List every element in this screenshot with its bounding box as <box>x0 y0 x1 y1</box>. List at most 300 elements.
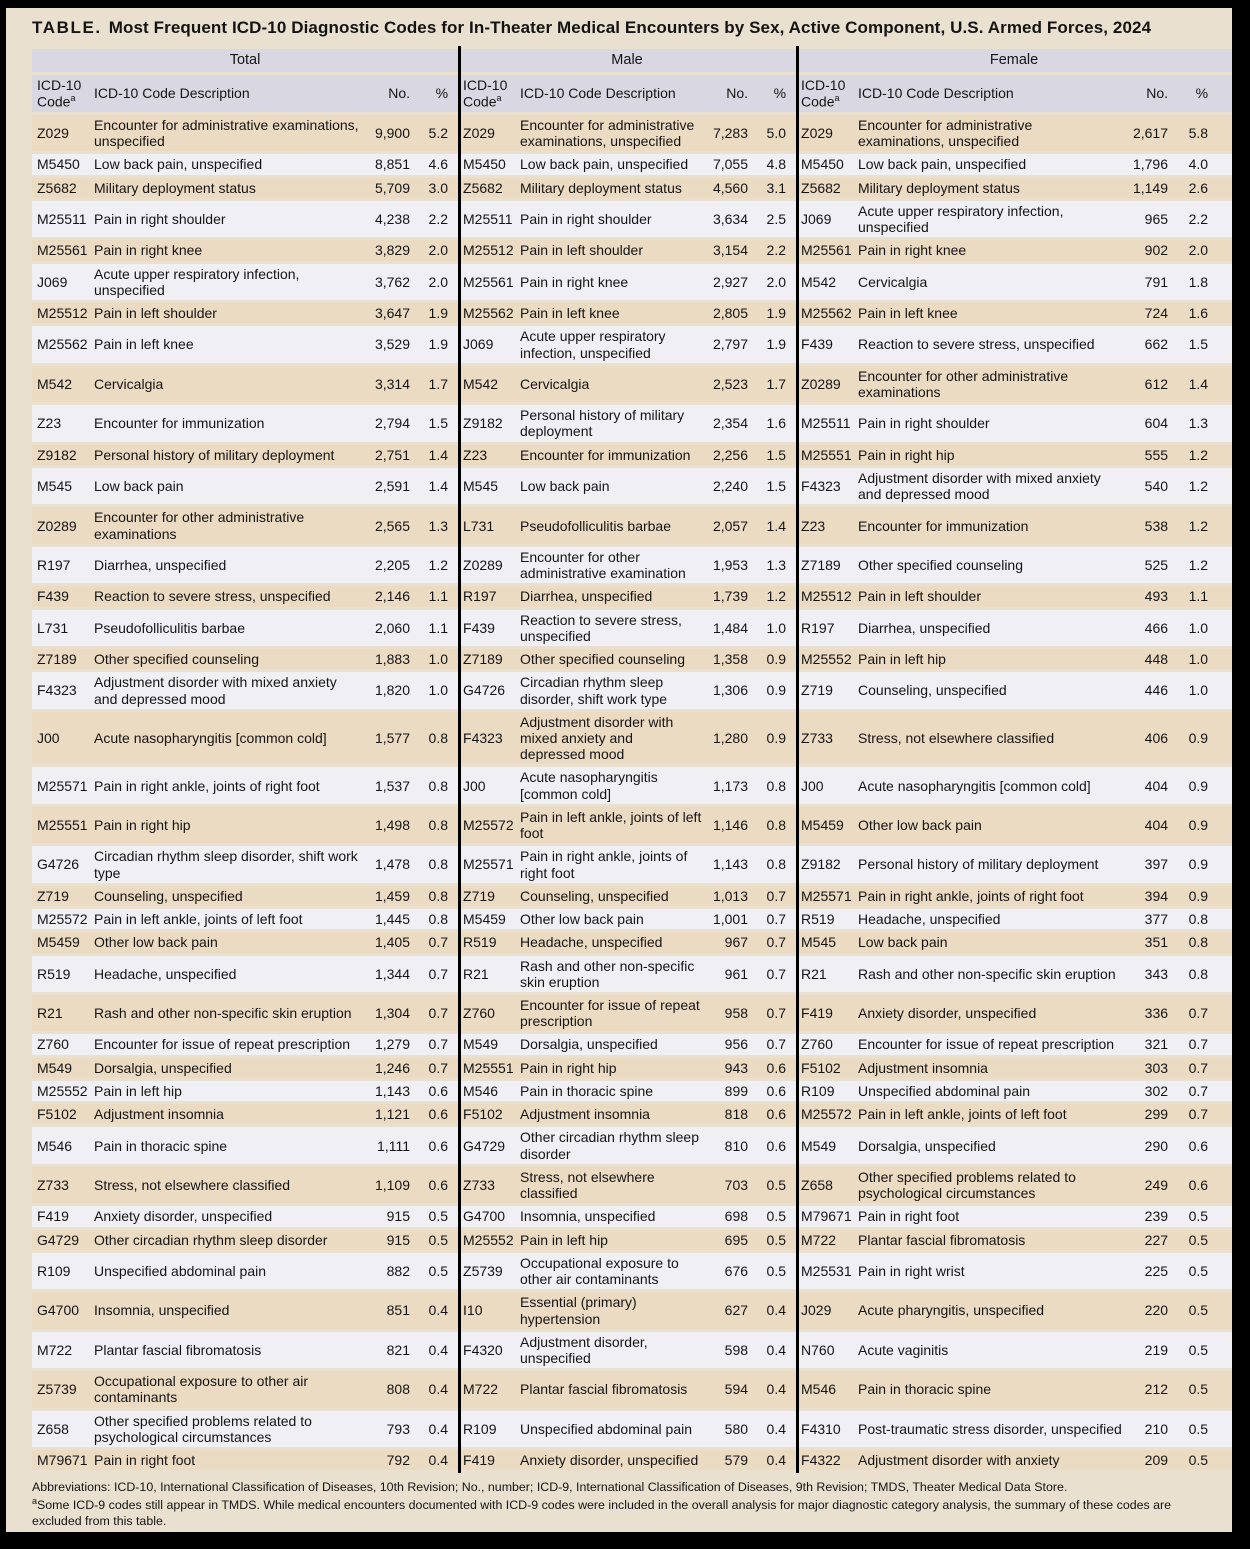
code-cell: M5450 <box>458 154 520 174</box>
code-cell: Z23 <box>458 445 520 465</box>
description-cell: Other low back pain <box>94 932 366 952</box>
percent-cell: 0.4 <box>756 1371 796 1407</box>
code-cell: M25562 <box>32 326 94 362</box>
percent-cell: 0.7 <box>756 932 796 952</box>
description-cell: Adjustment disorder with mixed anxiety and depressed mood <box>858 468 1126 504</box>
percent-cell: 0.4 <box>756 1332 796 1368</box>
code-cell: M549 <box>458 1034 520 1054</box>
count-cell: 915 <box>366 1206 418 1226</box>
count-cell: 2,146 <box>366 586 418 606</box>
count-cell: 810 <box>706 1127 756 1163</box>
percent-cell: 1.0 <box>1178 672 1232 708</box>
percent-cell: 0.7 <box>756 995 796 1031</box>
count-cell: 377 <box>1126 909 1178 929</box>
percent-cell: 1.0 <box>756 610 796 646</box>
footnotes <box>32 1479 1222 1529</box>
count-cell: 1,498 <box>366 807 418 843</box>
count-cell: 1,109 <box>366 1167 418 1203</box>
percent-cell: 0.5 <box>756 1230 796 1250</box>
description-cell: Other low back pain <box>520 909 706 929</box>
percent-cell: 0.5 <box>1178 1206 1232 1226</box>
percent-cell: 0.5 <box>756 1253 796 1289</box>
percent-cell: 0.9 <box>756 672 796 708</box>
code-cell: M549 <box>32 1058 94 1078</box>
count-cell: 302 <box>1126 1081 1178 1101</box>
table-row <box>32 1230 1232 1250</box>
code-cell: Z5739 <box>32 1371 94 1407</box>
code-cell: Z5682 <box>32 178 94 198</box>
code-cell: R21 <box>458 956 520 992</box>
percent-cell: 1.0 <box>1178 610 1232 646</box>
code-cell: M545 <box>32 468 94 504</box>
table-row <box>32 712 1232 765</box>
code-cell: Z760 <box>458 995 520 1031</box>
count-cell: 397 <box>1126 846 1178 882</box>
description-cell: Pain in right foot <box>858 1206 1126 1226</box>
code-cell: M25511 <box>796 405 858 441</box>
description-cell: Acute nasopharyngitis [common cold] <box>858 767 1126 803</box>
count-cell: 676 <box>706 1253 756 1289</box>
percent-cell: 0.4 <box>756 1292 796 1328</box>
percent-cell: 0.8 <box>418 846 458 882</box>
percent-cell: 0.5 <box>756 1206 796 1226</box>
table-row <box>32 886 1232 906</box>
code-cell: M25562 <box>796 303 858 323</box>
code-cell: M25551 <box>458 1058 520 1078</box>
code-cell: Z7189 <box>458 649 520 669</box>
count-cell: 792 <box>366 1450 418 1470</box>
code-cell: Z658 <box>796 1167 858 1203</box>
code-cell: M542 <box>796 264 858 300</box>
border-top <box>0 0 1250 8</box>
code-cell: Z719 <box>458 886 520 906</box>
count-cell: 336 <box>1126 995 1178 1031</box>
description-cell: Personal history of military deployment <box>94 445 366 465</box>
description-cell: Plantar fascial fibromatosis <box>520 1371 706 1407</box>
table-row <box>32 154 1232 174</box>
code-cell: Z9182 <box>458 405 520 441</box>
table-row <box>32 115 1232 151</box>
description-cell: Other low back pain <box>858 807 1126 843</box>
percent-cell: 1.4 <box>418 468 458 504</box>
percent-cell: 0.8 <box>418 909 458 929</box>
table-row <box>32 807 1232 843</box>
count-cell: 209 <box>1126 1450 1178 1470</box>
percent-cell: 0.9 <box>1178 886 1232 906</box>
count-cell: 965 <box>1126 201 1178 237</box>
description-cell: Adjustment disorder, unspecified <box>520 1332 706 1368</box>
table-row <box>32 1411 1232 1447</box>
percent-cell: 1.2 <box>418 547 458 583</box>
count-cell: 5,709 <box>366 178 418 198</box>
description-cell: Adjustment insomnia <box>520 1104 706 1124</box>
percent-cell: 0.4 <box>756 1450 796 1470</box>
percent-cell: 3.0 <box>418 178 458 198</box>
count-cell: 1,358 <box>706 649 756 669</box>
count-cell: 239 <box>1126 1206 1178 1226</box>
description-cell: Other specified counseling <box>94 649 366 669</box>
count-cell: 2,805 <box>706 303 756 323</box>
table-row <box>32 1332 1232 1368</box>
description-cell: Dorsalgia, unspecified <box>520 1034 706 1054</box>
description-cell: Military deployment status <box>94 178 366 198</box>
col-header-code: ICD-10 Code$^a$ <box>32 75 94 112</box>
code-cell: J069 <box>32 264 94 300</box>
page <box>6 8 1232 1532</box>
col-header-number: No. <box>366 75 418 112</box>
percent-cell: 1.2 <box>1178 507 1232 543</box>
code-cell: M25512 <box>32 303 94 323</box>
table-row <box>32 672 1232 708</box>
table-row <box>32 1104 1232 1124</box>
code-cell: M25572 <box>458 807 520 843</box>
count-cell: 1,577 <box>366 712 418 765</box>
code-cell: F4322 <box>796 1450 858 1470</box>
percent-cell: 0.5 <box>1178 1253 1232 1289</box>
table-caption <box>32 18 1232 38</box>
percent-cell: 0.9 <box>756 712 796 765</box>
description-cell: Other specified problems related to psychological circumstances <box>94 1411 366 1447</box>
percent-cell: 0.8 <box>1178 909 1232 929</box>
description-cell: Essential (primary) hypertension <box>520 1292 706 1328</box>
percent-cell: 0.5 <box>1178 1411 1232 1447</box>
description-cell: Personal history of military deployment <box>520 405 706 441</box>
percent-cell: 0.6 <box>756 1081 796 1101</box>
description-cell: Encounter for administrative examinations, unspecified <box>94 115 366 151</box>
description-cell: Pain in right hip <box>520 1058 706 1078</box>
percent-cell: 2.5 <box>756 201 796 237</box>
percent-cell: 0.7 <box>418 1034 458 1054</box>
code-cell: Z719 <box>796 672 858 708</box>
description-cell: Anxiety disorder, unspecified <box>858 995 1126 1031</box>
count-cell: 2,256 <box>706 445 756 465</box>
percent-cell: 0.7 <box>1178 1034 1232 1054</box>
description-cell: Stress, not elsewhere classified <box>94 1167 366 1203</box>
percent-cell: 0.7 <box>418 932 458 952</box>
code-cell: M25551 <box>796 445 858 465</box>
table-row <box>32 303 1232 323</box>
count-cell: 2,927 <box>706 264 756 300</box>
code-cell: R197 <box>32 547 94 583</box>
table-row <box>32 1127 1232 1163</box>
code-cell: R197 <box>458 586 520 606</box>
description-cell: Pain in left knee <box>858 303 1126 323</box>
code-cell: M5459 <box>32 932 94 952</box>
percent-cell: 0.5 <box>1178 1292 1232 1328</box>
percent-cell: 2.2 <box>1178 201 1232 237</box>
percent-cell: 1.1 <box>418 586 458 606</box>
description-cell: Anxiety disorder, unspecified <box>520 1450 706 1470</box>
percent-cell: 1.7 <box>756 366 796 402</box>
percent-cell: 5.2 <box>418 115 458 151</box>
description-cell: Low back pain <box>94 468 366 504</box>
count-cell: 612 <box>1126 366 1178 402</box>
percent-cell: 0.8 <box>1178 932 1232 952</box>
code-cell: F4323 <box>458 712 520 765</box>
code-cell: Z029 <box>32 115 94 151</box>
count-cell: 724 <box>1126 303 1178 323</box>
description-cell: Adjustment insomnia <box>94 1104 366 1124</box>
percent-cell: 0.4 <box>418 1411 458 1447</box>
code-cell: Z760 <box>32 1034 94 1054</box>
description-cell: Military deployment status <box>858 178 1126 198</box>
percent-cell: 0.6 <box>418 1104 458 1124</box>
table-row <box>32 264 1232 300</box>
description-cell: Pain in thoracic spine <box>520 1081 706 1101</box>
description-cell: Headache, unspecified <box>520 932 706 952</box>
table-row <box>32 507 1232 543</box>
percent-cell: 0.9 <box>1178 807 1232 843</box>
count-cell: 2,060 <box>366 610 418 646</box>
percent-cell: 1.3 <box>418 507 458 543</box>
code-cell: M542 <box>458 366 520 402</box>
description-cell: Occupational exposure to other air contaminants <box>520 1253 706 1289</box>
count-cell: 3,762 <box>366 264 418 300</box>
description-cell: Pain in right hip <box>94 807 366 843</box>
count-cell: 2,794 <box>366 405 418 441</box>
count-cell: 3,154 <box>706 240 756 260</box>
count-cell: 2,751 <box>366 445 418 465</box>
percent-cell: 1.1 <box>1178 586 1232 606</box>
percent-cell: 4.0 <box>1178 154 1232 174</box>
percent-cell: 0.5 <box>1178 1332 1232 1368</box>
code-cell: M25571 <box>796 886 858 906</box>
code-cell: Z23 <box>796 507 858 543</box>
code-cell: M5459 <box>458 909 520 929</box>
percent-cell: 1.9 <box>418 303 458 323</box>
code-cell: M5450 <box>32 154 94 174</box>
code-cell: F4320 <box>458 1332 520 1368</box>
count-cell: 1,405 <box>366 932 418 952</box>
description-cell: Plantar fascial fibromatosis <box>94 1332 366 1368</box>
percent-cell: 1.0 <box>418 649 458 669</box>
description-cell: Rash and other non-specific skin eruption <box>858 956 1126 992</box>
code-cell: Z7189 <box>796 547 858 583</box>
code-cell: F439 <box>458 610 520 646</box>
code-cell: Z0289 <box>458 547 520 583</box>
count-cell: 1,149 <box>1126 178 1178 198</box>
description-cell: Counseling, unspecified <box>520 886 706 906</box>
count-cell: 210 <box>1126 1411 1178 1447</box>
count-cell: 1,013 <box>706 886 756 906</box>
code-cell: M542 <box>32 366 94 402</box>
percent-cell: 0.7 <box>756 886 796 906</box>
count-cell: 3,647 <box>366 303 418 323</box>
count-cell: 3,829 <box>366 240 418 260</box>
table-wrapper <box>6 46 1232 1473</box>
code-cell: J029 <box>796 1292 858 1328</box>
table-row <box>32 405 1232 441</box>
code-cell: Z23 <box>32 405 94 441</box>
table-row <box>32 1167 1232 1203</box>
percent-cell: 0.4 <box>418 1292 458 1328</box>
code-cell: M25512 <box>796 586 858 606</box>
description-cell: Insomnia, unspecified <box>94 1292 366 1328</box>
table-row <box>32 240 1232 260</box>
description-cell: Diarrhea, unspecified <box>858 610 1126 646</box>
count-cell: 493 <box>1126 586 1178 606</box>
code-cell: L731 <box>458 507 520 543</box>
col-header-number: No. <box>706 75 756 112</box>
description-cell: Pseudofolliculitis barbae <box>94 610 366 646</box>
count-cell: 343 <box>1126 956 1178 992</box>
code-cell: Z719 <box>32 886 94 906</box>
percent-cell: 0.7 <box>418 995 458 1031</box>
percent-cell: 2.0 <box>418 264 458 300</box>
percent-cell: 1.4 <box>418 445 458 465</box>
percent-cell: 0.6 <box>418 1081 458 1101</box>
description-cell: Circadian rhythm sleep disorder, shift work type <box>520 672 706 708</box>
group-header-female: Female <box>796 49 1232 72</box>
description-cell: Pain in left ankle, joints of left foot <box>858 1104 1126 1124</box>
description-cell: Pain in thoracic spine <box>858 1371 1126 1407</box>
count-cell: 290 <box>1126 1127 1178 1163</box>
percent-cell: 2.2 <box>418 201 458 237</box>
percent-cell: 0.6 <box>756 1104 796 1124</box>
code-cell: M5459 <box>796 807 858 843</box>
code-cell: M545 <box>458 468 520 504</box>
count-cell: 448 <box>1126 649 1178 669</box>
description-cell: Adjustment disorder with mixed anxiety and depressed mood <box>94 672 366 708</box>
percent-cell: 0.7 <box>1178 1104 1232 1124</box>
code-cell: F5102 <box>458 1104 520 1124</box>
description-cell: Low back pain, unspecified <box>94 154 366 174</box>
code-cell: M25571 <box>32 767 94 803</box>
percent-cell: 1.1 <box>418 610 458 646</box>
count-cell: 227 <box>1126 1230 1178 1250</box>
table-row <box>32 1292 1232 1328</box>
description-cell: Acute pharyngitis, unspecified <box>858 1292 1126 1328</box>
count-cell: 299 <box>1126 1104 1178 1124</box>
count-cell: 851 <box>366 1292 418 1328</box>
border-bottom <box>0 1532 1250 1549</box>
description-cell: Encounter for other administrative examinations <box>858 366 1126 402</box>
count-cell: 698 <box>706 1206 756 1226</box>
description-cell: Pain in right shoulder <box>858 405 1126 441</box>
code-cell: R519 <box>796 909 858 929</box>
percent-cell: 0.4 <box>418 1371 458 1407</box>
code-cell: F4323 <box>32 672 94 708</box>
count-cell: 7,055 <box>706 154 756 174</box>
table-row <box>32 201 1232 237</box>
code-cell: Z5739 <box>458 1253 520 1289</box>
col-header-description: ICD-10 Code Description <box>858 75 1126 112</box>
description-cell: Pain in left shoulder <box>94 303 366 323</box>
description-cell: Reaction to severe stress, unspecified <box>858 326 1126 362</box>
code-cell: J00 <box>796 767 858 803</box>
icd10-table <box>32 46 1232 1473</box>
table-row <box>32 995 1232 1031</box>
description-cell: Acute nasopharyngitis [common cold] <box>94 712 366 765</box>
description-cell: Pain in right ankle, joints of right foot <box>858 886 1126 906</box>
code-cell: F5102 <box>796 1058 858 1078</box>
table-row <box>32 1371 1232 1407</box>
code-cell: F4310 <box>796 1411 858 1447</box>
count-cell: 219 <box>1126 1332 1178 1368</box>
description-cell: Cervicalgia <box>94 366 366 402</box>
description-cell: Encounter for administrative examinations, unspecified <box>858 115 1126 151</box>
description-cell: Pain in right shoulder <box>94 201 366 237</box>
code-cell: M25551 <box>32 807 94 843</box>
section-divider-total-male <box>458 46 461 1473</box>
percent-cell: 1.8 <box>1178 264 1232 300</box>
count-cell: 958 <box>706 995 756 1031</box>
count-cell: 1,796 <box>1126 154 1178 174</box>
code-cell: M25561 <box>796 240 858 260</box>
border-right <box>1232 0 1250 1549</box>
col-header-code: ICD-10 Code$^a$ <box>796 75 858 112</box>
code-cell: R109 <box>458 1411 520 1447</box>
code-cell: J00 <box>458 767 520 803</box>
count-cell: 882 <box>366 1253 418 1289</box>
code-cell: M25561 <box>458 264 520 300</box>
description-cell: Pain in thoracic spine <box>94 1127 366 1163</box>
count-cell: 1,953 <box>706 547 756 583</box>
code-cell: M25552 <box>458 1230 520 1250</box>
description-cell: Reaction to severe stress, unspecified <box>520 610 706 646</box>
description-cell: Post-traumatic stress disorder, unspecified <box>858 1411 1126 1447</box>
code-cell: M549 <box>796 1127 858 1163</box>
count-cell: 791 <box>1126 264 1178 300</box>
table-row <box>32 846 1232 882</box>
count-cell: 3,634 <box>706 201 756 237</box>
code-cell: R21 <box>796 956 858 992</box>
percent-cell: 0.8 <box>418 712 458 765</box>
description-cell: Pain in left hip <box>520 1230 706 1250</box>
description-cell: Pain in left ankle, joints of left foot <box>520 807 706 843</box>
percent-cell: 0.6 <box>1178 1127 1232 1163</box>
table-row <box>32 445 1232 465</box>
percent-cell: 0.5 <box>756 1167 796 1203</box>
description-cell: Acute vaginitis <box>858 1332 1126 1368</box>
count-cell: 525 <box>1126 547 1178 583</box>
count-cell: 9,900 <box>366 115 418 151</box>
table-row <box>32 468 1232 504</box>
code-cell: J069 <box>796 201 858 237</box>
description-cell: Encounter for immunization <box>858 507 1126 543</box>
count-cell: 2,797 <box>706 326 756 362</box>
percent-cell: 1.5 <box>1178 326 1232 362</box>
description-cell: Encounter for other administrative examination <box>520 547 706 583</box>
code-cell: J00 <box>32 712 94 765</box>
count-cell: 538 <box>1126 507 1178 543</box>
count-cell: 1,001 <box>706 909 756 929</box>
description-cell: Diarrhea, unspecified <box>520 586 706 606</box>
description-cell: Diarrhea, unspecified <box>94 547 366 583</box>
count-cell: 580 <box>706 1411 756 1447</box>
percent-cell: 0.5 <box>418 1206 458 1226</box>
count-cell: 351 <box>1126 932 1178 952</box>
code-cell: G4726 <box>32 846 94 882</box>
percent-cell: 0.5 <box>1178 1371 1232 1407</box>
count-cell: 2,617 <box>1126 115 1178 151</box>
code-cell: Z658 <box>32 1411 94 1447</box>
description-cell: Low back pain <box>858 932 1126 952</box>
description-cell: Adjustment disorder with mixed anxiety and depressed mood <box>520 712 706 765</box>
code-cell: R109 <box>32 1253 94 1289</box>
percent-cell: 1.2 <box>1178 547 1232 583</box>
description-cell: Pain in right knee <box>520 264 706 300</box>
description-cell: Acute upper respiratory infection, unspecified <box>94 264 366 300</box>
code-cell: M25572 <box>796 1104 858 1124</box>
code-cell: N760 <box>796 1332 858 1368</box>
code-cell: M722 <box>796 1230 858 1250</box>
code-cell: M25511 <box>458 201 520 237</box>
column-header-row <box>32 75 1232 112</box>
count-cell: 1,445 <box>366 909 418 929</box>
percent-cell: 0.8 <box>418 807 458 843</box>
code-cell: Z0289 <box>32 507 94 543</box>
